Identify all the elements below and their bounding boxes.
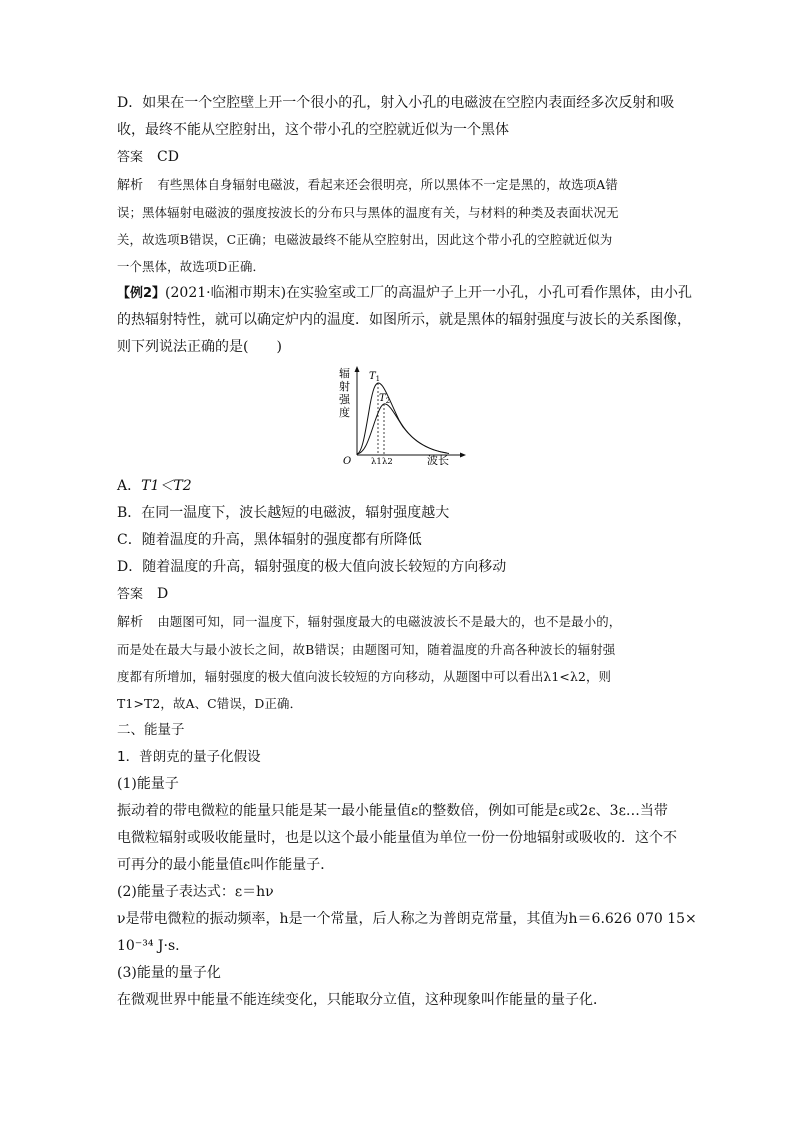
option-a-text: T1＜T2 [141, 478, 192, 494]
analysis-label: 解析 [117, 178, 144, 193]
curve-t1 [357, 383, 447, 454]
ylabel-char-4: 度 [339, 406, 350, 419]
xlabel: 波长 [427, 454, 449, 465]
analysis-1-line-4: 一个黑体，故选项D正确． [117, 259, 266, 274]
answer-label: 答案 [117, 587, 144, 602]
option-d-line-2: 收，最终不能从空腔射出，这个带小孔的空腔就近似为一个黑体 [117, 122, 509, 138]
ylabel-char-3: 强 [339, 393, 350, 406]
answer-1 [117, 144, 682, 171]
example-2-line-1: 【例2】(2021·临湘市期末)在实验室或工厂的高温炉子上开一小孔，小孔可看作黑体，由小孔 [117, 285, 693, 301]
example-2-line-3: 则下列说法正确的是( ) [117, 339, 282, 355]
blackbody-figure [117, 365, 682, 469]
analysis-2-line-1: 解析 由题图可知，同一温度下，辐射强度最大的电磁波波长不是最大的，也不是最小的， [117, 614, 622, 630]
y-axis-arrow [355, 366, 360, 372]
option-2-d: D．随着温度的升高，辐射强度的极大值向波长较短的方向移动 [117, 559, 507, 575]
para-2-line-2: 10⁻³⁴ J·s. [117, 938, 180, 954]
para-1-line-1: 振动着的带电微粒的能量只能是某一最小能量值ε的整数倍，例如可能是ε或2ε、3ε…当带 [117, 803, 668, 819]
option-2-b: B．在同一温度下，波长越短的电磁波，辐射强度越大 [117, 505, 450, 521]
document-page [117, 90, 697, 1014]
t2-label: $T_2$ [379, 393, 391, 405]
section-heading: 二、能量子 [117, 722, 185, 738]
analysis-1-line-3: 关，故选项B错误，C正确；电磁波最终不能从空腔射出，因此这个带小孔的空腔就近似为 [117, 232, 613, 247]
para-2-line-1: ν是带电微粒的振动频率，h是一个常量，后人称之为普朗克常量，其值为h＝6.626 070 15× [117, 911, 697, 927]
para-1-line-2: 电微粒辐射或吸收能量时，也是以这个最小能量值为单位一份一份地辐射或吸收的．这个不 [117, 830, 677, 846]
x-axis-arrow [460, 453, 466, 458]
answer-value: CD [157, 149, 179, 165]
tick-lambda1: λ1 [371, 457, 382, 465]
origin-label: O [343, 456, 352, 465]
answer-2 [117, 581, 682, 608]
example-2-line-2: 的热辐射特性，就可以确定炉内的温度．如图所示，就是黑体的辐射强度与波长的关系图像， [117, 312, 691, 328]
ylabel-char-1: 辐 [339, 367, 350, 380]
radiation-chart [337, 365, 467, 465]
option-2-a: A．T1＜T2 [117, 478, 192, 494]
t1-label: $T_1$ [369, 371, 381, 383]
para-3-line-1: 在微观世界中能量不能连续变化，只能取分立值，这种现象叫作能量的量子化． [117, 992, 607, 1008]
analysis-2-line-3: 度都有所增加，辐射强度的极大值向波长较短的方向移动，从题图中可以看出λ1<λ2，则 [117, 669, 612, 684]
example-tag: 【例2】 [117, 286, 166, 301]
example-source: (2021·临湘市期末) [165, 285, 287, 301]
analysis-2-line-4: T1>T2，故A、C错误，D正确． [117, 696, 303, 711]
analysis-1-line-1: 解析 有些黑体自身辐射电磁波，看起来还会很明亮，所以黑体不一定是黑的，故选项A错 [117, 177, 618, 193]
option-2-c: C．随着温度的升高，黑体辐射的强度都有所降低 [117, 532, 422, 548]
option-d-line-1: D．如果在一个空腔壁上开一个很小的孔，射入小孔的电磁波在空腔内表面经多次反射和吸 [117, 95, 675, 111]
analysis-1-line-2: 误；黑体辐射电磁波的强度按波长的分布只与黑体的温度有关，与材料的种类及表面状况无 [117, 205, 619, 220]
curve-t2 [357, 404, 449, 454]
analysis-label: 解析 [117, 615, 144, 630]
item-1-heading: (1)能量子 [117, 776, 179, 792]
para-1-line-3: 可再分的最小能量值ε叫作能量子． [117, 857, 335, 873]
item-2-heading: (2)能量子表达式：ε＝hν [117, 884, 274, 900]
answer-label: 答案 [117, 150, 144, 165]
subsection-1: 1．普朗克的量子化假设 [117, 749, 261, 765]
tick-lambda2: λ2 [382, 457, 393, 465]
analysis-2-line-2: 而是处在最大与最小波长之间，故B错误；由题图可知，随着温度的升高各种波长的辐射强 [117, 642, 616, 657]
ylabel-char-2: 射 [339, 380, 350, 393]
answer-value: D [157, 586, 169, 602]
item-3-heading: (3)能量的量子化 [117, 965, 221, 981]
